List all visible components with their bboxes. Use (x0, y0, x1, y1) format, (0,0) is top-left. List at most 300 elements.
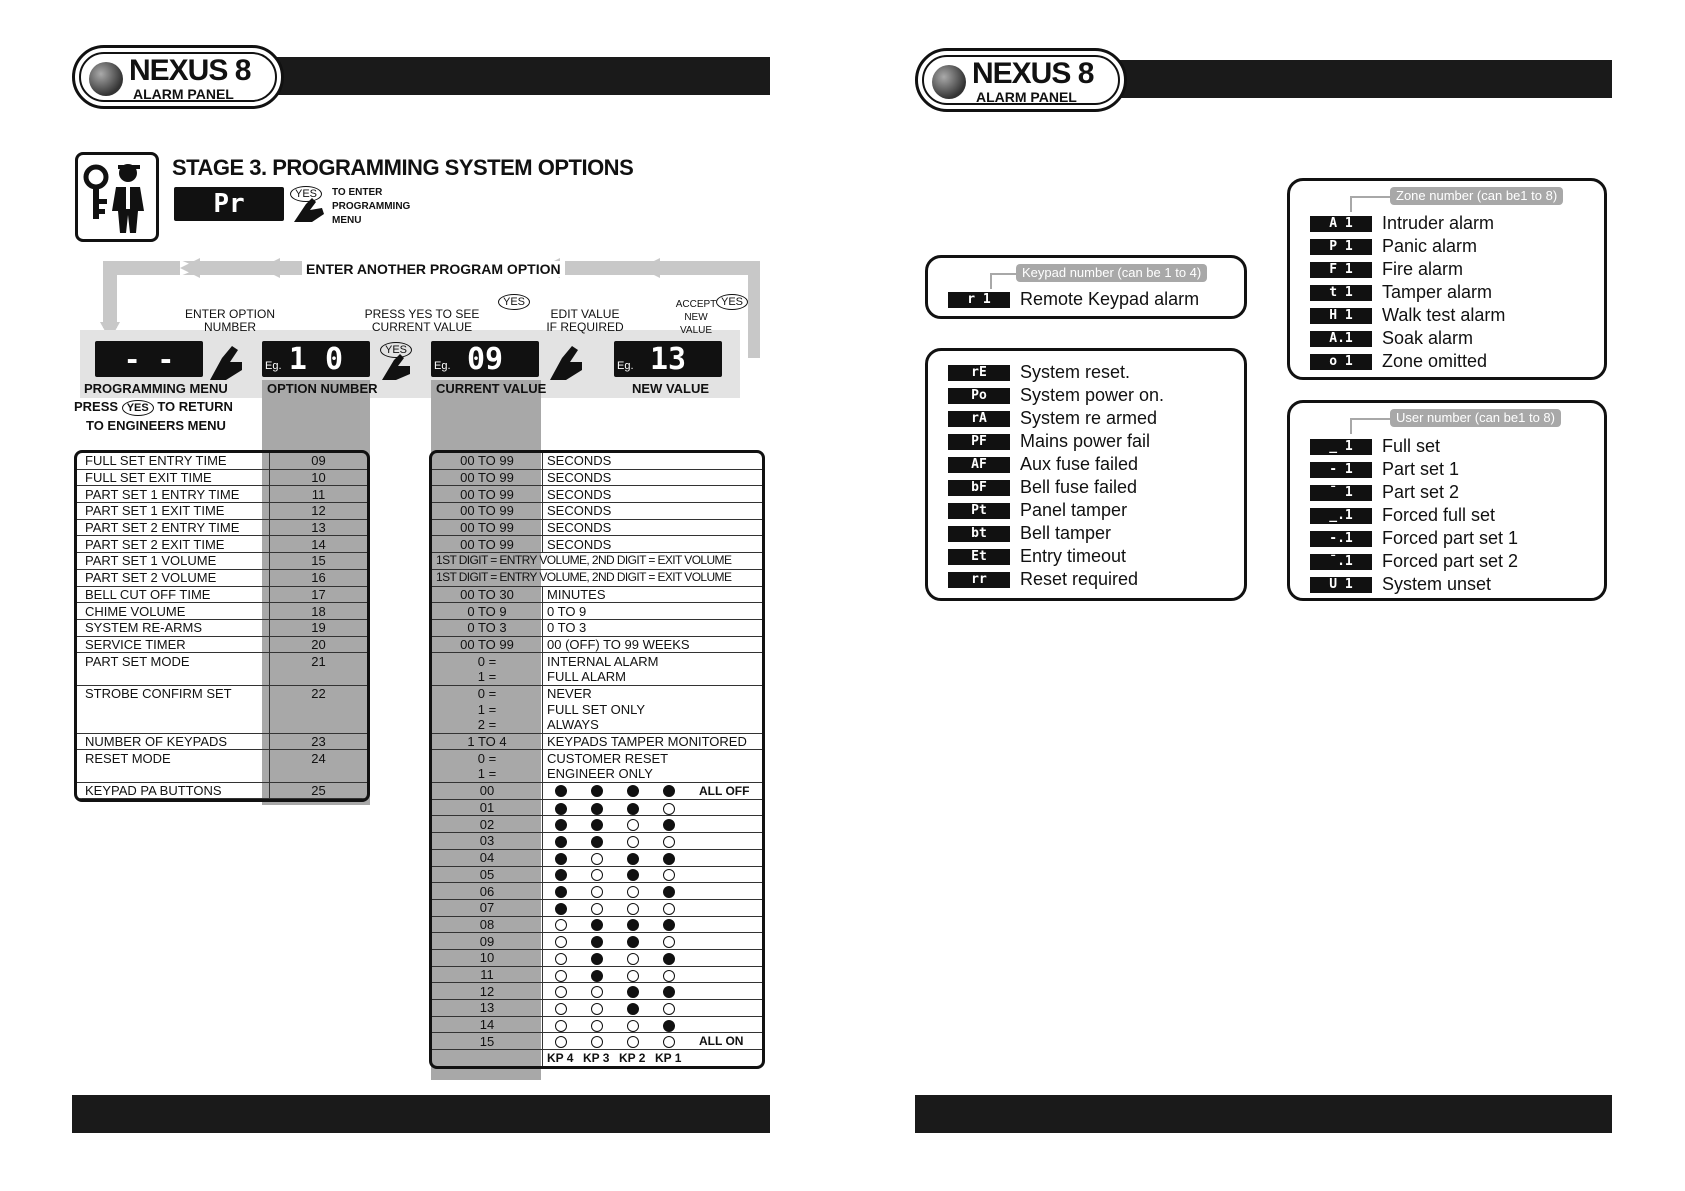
value-range: 00 TO 99 (432, 486, 543, 503)
option-row (77, 453, 367, 469)
value-row (432, 553, 762, 570)
display-code: P 1 (1310, 239, 1372, 255)
system-item (948, 453, 1164, 476)
option-name: CHIME VOLUME (77, 603, 270, 620)
tag-arrow (990, 273, 1018, 289)
keypad-header: KP 2 (619, 1051, 646, 1066)
keypad-dot (591, 953, 603, 965)
event-label: Bell tamper (1020, 523, 1112, 543)
option-row (77, 619, 367, 636)
left-footer-bar (72, 1095, 770, 1133)
system-events-box (925, 348, 1247, 601)
keypad-dot (555, 803, 567, 815)
keypad-header-row (432, 1050, 762, 1067)
option-number: 17 (270, 586, 368, 603)
event-label: Soak alarm (1382, 328, 1474, 348)
display-code: _.1 (1310, 508, 1372, 524)
value-range: 0 TO 3 (432, 619, 543, 636)
option-number: 22 (311, 685, 326, 701)
yes-hand-icon-2: YES (380, 340, 412, 358)
keypad-row (432, 833, 762, 850)
option-number: 16 (270, 569, 368, 586)
value-range: 1 = (432, 701, 543, 717)
display-code: o 1 (1310, 354, 1372, 370)
value-row (432, 603, 762, 620)
keypad-dot (591, 836, 603, 848)
option-number (270, 701, 368, 717)
keypad-dot (627, 953, 639, 965)
keypad-dot (627, 919, 639, 931)
option-number: 15 (270, 553, 368, 570)
display-programming: - - (95, 341, 203, 377)
stage-title: STAGE 3. PROGRAMMING SYSTEM OPTIONS (172, 155, 634, 180)
keypad-dot (555, 953, 567, 965)
keypad-dot (591, 869, 603, 881)
display-code: r 1 (948, 292, 1010, 308)
keypad-dot (555, 886, 567, 898)
keypad-dot (591, 853, 603, 865)
keypad-dot (627, 836, 639, 848)
event-label: Zone omitted (1382, 351, 1488, 371)
keypad-code: 00 (432, 783, 543, 800)
display-code: U 1 (1310, 577, 1372, 593)
event-label: Forced full set (1382, 505, 1496, 525)
keypad-dot (591, 919, 603, 931)
keypad-dot (627, 936, 639, 948)
keypad-code: 07 (432, 899, 543, 916)
keypad-dot (627, 886, 639, 898)
keypad-dot (663, 836, 675, 848)
value-row (432, 519, 762, 536)
option-name: PART SET 2 VOLUME (77, 569, 270, 586)
value-row (432, 569, 762, 586)
zone-events-box (1287, 178, 1607, 380)
press-yes-return: PRESS YES TO RETURN (74, 399, 233, 414)
value-range: 00 TO 30 (432, 586, 543, 603)
keypad-dot (555, 919, 567, 931)
event-label: System unset (1382, 574, 1492, 594)
keypad-dot (627, 819, 639, 831)
keypad-dot (555, 836, 567, 848)
option-row (77, 469, 367, 486)
keypad-dot (663, 970, 675, 982)
values-table (429, 450, 765, 1069)
value-range: 1 TO 4 (432, 733, 543, 750)
zone-item (1310, 350, 1505, 373)
yes-hand-icon-3: YES (716, 292, 748, 310)
display-new: 13 (614, 341, 722, 377)
remote-item (948, 288, 1199, 311)
option-number: 21 (311, 653, 326, 669)
system-item (948, 499, 1164, 522)
display-current: 09 (431, 341, 539, 377)
loop-label: ENTER ANOTHER PROGRAM OPTION (302, 261, 565, 277)
keypad-dots (543, 799, 763, 816)
keypad-dot (627, 1003, 639, 1015)
option-row (77, 603, 367, 620)
keypad-dot (591, 1036, 603, 1048)
display-option: 1 0 (262, 341, 370, 377)
option-name: PART SET 1 VOLUME (77, 553, 270, 570)
keypad-row (432, 949, 762, 966)
right-logo: NEXUS 8 ALARM PANEL (915, 48, 1127, 112)
keypad-dots (543, 966, 763, 983)
option-number: 23 (270, 733, 368, 750)
value-description: INTERNAL ALARM (547, 653, 659, 669)
keypad-row (432, 783, 762, 800)
keypad-dot (663, 785, 675, 797)
keypad-dot (663, 886, 675, 898)
value-description: FULL ALARM (543, 669, 763, 685)
option-number: 18 (270, 603, 368, 620)
tag-arrow-2 (1350, 196, 1392, 212)
press-yes-label: PRESS YES TO SEE CURRENT VALUE (364, 307, 480, 334)
keypad-dots (543, 899, 763, 916)
keypad-dots (543, 883, 763, 900)
enter-option-label: ENTER OPTION NUMBER (184, 307, 275, 334)
keypad-row (432, 899, 762, 916)
keypad-row (432, 983, 762, 1000)
value-row (432, 636, 762, 653)
value-description: KEYPADS TAMPER MONITORED (543, 733, 763, 750)
event-label: Mains power fail (1020, 431, 1151, 451)
option-row (77, 653, 367, 669)
event-label: Forced part set 1 (1382, 528, 1519, 548)
option-row (77, 536, 367, 553)
enter-menu-text: TO ENTER PROGRAMMING MENU (332, 187, 411, 226)
keypad-dot (663, 1003, 675, 1015)
user-number-tag: User number (can be1 to 8) (1390, 409, 1561, 427)
keypad-dot (627, 853, 639, 865)
event-label: Walk test alarm (1382, 305, 1506, 325)
option-name: FULL SET ENTRY TIME (77, 453, 270, 469)
right-header-bar (1088, 60, 1612, 98)
value-description: SECONDS (543, 453, 763, 469)
keypad-code: 03 (432, 833, 543, 850)
value-row (432, 733, 762, 750)
option-row (77, 750, 367, 766)
zone-item (1310, 258, 1505, 281)
value-description: SECONDS (543, 503, 763, 520)
option-name (77, 717, 270, 733)
keypad-dot (591, 785, 603, 797)
right-footer-bar (915, 1095, 1612, 1133)
option-row (77, 636, 367, 653)
left-header-bar (245, 57, 770, 95)
keypad-row (432, 916, 762, 933)
eg-label-2: Eg. (434, 360, 451, 372)
system-item (948, 361, 1164, 384)
hand-icon-2 (546, 340, 586, 387)
event-label: Bell fuse failed (1020, 477, 1138, 497)
keypad-dot (555, 819, 567, 831)
value-description: SECONDS (543, 536, 763, 553)
hand-icon (206, 340, 246, 387)
value-description: FULL SET ONLY (547, 701, 646, 717)
value-range: 2 = (432, 717, 543, 733)
keypad-dot (591, 803, 603, 815)
value-range: 0 = (432, 653, 543, 669)
keypad-code: 10 (432, 949, 543, 966)
value-row (432, 750, 762, 766)
zone-item (1310, 327, 1505, 350)
value-row (432, 701, 762, 717)
keypad-row (432, 849, 762, 866)
value-description: SECONDS (543, 469, 763, 486)
keypad-code: 02 (432, 816, 543, 833)
event-label: Part set 1 (1382, 459, 1460, 479)
option-row (77, 486, 367, 503)
zone-item (1310, 304, 1505, 327)
keypad-dot (627, 986, 639, 998)
keypad-code: 08 (432, 916, 543, 933)
option-number: 10 (270, 469, 368, 486)
value-row (432, 469, 762, 486)
value-row (432, 619, 762, 636)
keypad-dot (663, 803, 675, 815)
option-row (77, 733, 367, 750)
value-range: 00 TO 99 (432, 469, 543, 486)
display-code: - 1 (1310, 462, 1372, 478)
keypad-code: 06 (432, 883, 543, 900)
keypad-dot (591, 970, 603, 982)
system-item (948, 568, 1164, 591)
value-description: 0 TO 3 (543, 619, 763, 636)
keypad-code: 04 (432, 849, 543, 866)
keypad-dot (663, 869, 675, 881)
keypad-note: ALL ON (699, 1034, 744, 1049)
keypad-dot (627, 1020, 639, 1032)
display-code: rA (948, 411, 1010, 427)
display-code: rr (948, 572, 1010, 588)
value-row (432, 503, 762, 520)
user-item (1310, 435, 1518, 458)
system-item (948, 430, 1164, 453)
user-item (1310, 504, 1518, 527)
label-new-value: NEW VALUE (632, 381, 710, 396)
option-name: PART SET 1 ENTRY TIME (77, 486, 270, 503)
keypad-code: 13 (432, 1000, 543, 1017)
keypad-dot (591, 903, 603, 915)
option-row (77, 569, 367, 586)
display-code: _ 1 (1310, 439, 1372, 455)
keypad-dots (543, 949, 763, 966)
option-name (77, 766, 270, 782)
keypad-row (432, 883, 762, 900)
display-code: -.1 (1310, 531, 1372, 547)
value-range: 00 TO 99 (432, 519, 543, 536)
keypad-dot (591, 936, 603, 948)
event-label: Intruder alarm (1382, 213, 1495, 233)
option-name: BELL CUT OFF TIME (77, 586, 270, 603)
keypad-dot (555, 785, 567, 797)
option-number (270, 669, 368, 685)
keypad-dot (663, 936, 675, 948)
event-label: System power on. (1020, 385, 1165, 405)
system-item (948, 476, 1164, 499)
user-item (1310, 527, 1518, 550)
event-label: Forced part set 2 (1382, 551, 1519, 571)
value-description: ALWAYS (543, 717, 763, 733)
keypad-dots (543, 866, 763, 883)
pr-display: Pr (174, 187, 284, 221)
option-name: PART SET 2 ENTRY TIME (77, 519, 270, 536)
keypad-dot (555, 1003, 567, 1015)
keypad-dots (543, 1016, 763, 1033)
zone-item (1310, 281, 1505, 304)
keypad-note: ALL OFF (699, 783, 750, 798)
option-name: RESET MODE (77, 750, 270, 766)
option-name: SYSTEM RE-ARMS (77, 619, 270, 636)
value-row (432, 486, 762, 503)
keypad-code: 15 (432, 1033, 543, 1050)
option-number (270, 717, 368, 733)
option-name: NUMBER OF KEYPADS (77, 733, 270, 750)
user-item (1310, 458, 1518, 481)
eg-label-1: Eg. (265, 360, 282, 372)
keypad-dot (627, 970, 639, 982)
zone-item (1310, 212, 1505, 235)
value-description: NEVER (547, 685, 592, 701)
keypad-dot (555, 853, 567, 865)
keypad-dot (627, 803, 639, 815)
option-name: PART SET MODE (77, 653, 270, 669)
keypad-row (432, 799, 762, 816)
keypad-row (432, 816, 762, 833)
eg-label-3: Eg. (617, 360, 634, 372)
value-description: 1ST DIGIT = ENTRY VOLUME, 2ND DIGIT = EXIT VOLUME (432, 553, 762, 570)
options-table (74, 450, 370, 802)
option-row (77, 717, 367, 733)
value-description: SECONDS (543, 519, 763, 536)
display-code: rE (948, 365, 1010, 381)
option-number: 19 (270, 619, 368, 636)
yes-hand-icon-4: YES (498, 292, 530, 310)
option-number: 24 (311, 750, 326, 766)
value-row (432, 717, 762, 733)
display-code: ¯ 1 (1310, 485, 1372, 501)
keypad-code: 05 (432, 866, 543, 883)
display-code: Po (948, 388, 1010, 404)
keypad-dot (555, 1036, 567, 1048)
keypad-dot (663, 919, 675, 931)
keypad-dot (663, 1036, 675, 1048)
keypad-dot (555, 869, 567, 881)
option-number (270, 766, 368, 782)
option-name: PART SET 1 EXIT TIME (77, 503, 270, 520)
event-label: Panic alarm (1382, 236, 1478, 256)
system-item (948, 407, 1164, 430)
keypad-code: 01 (432, 799, 543, 816)
event-label: Full set (1382, 436, 1441, 456)
keypad-dots (543, 983, 763, 1000)
keypad-dot (555, 1020, 567, 1032)
display-code: bt (948, 526, 1010, 542)
keypad-row (432, 1016, 762, 1033)
keypad-dots (543, 833, 763, 850)
system-item (948, 522, 1164, 545)
option-name: KEYPAD PA BUTTONS (77, 782, 270, 799)
globe-icon (89, 62, 123, 96)
display-code: AF (948, 457, 1010, 473)
system-item (948, 545, 1164, 568)
display-code: A 1 (1310, 216, 1372, 232)
remote-keypad-box (925, 255, 1247, 319)
option-number: 20 (270, 636, 368, 653)
keypad-dot (555, 936, 567, 948)
keypad-dots (543, 916, 763, 933)
keypad-row (432, 1000, 762, 1017)
value-range: 0 = (432, 750, 543, 766)
keypad-dot (663, 819, 675, 831)
user-item (1310, 550, 1518, 573)
keypad-row (432, 866, 762, 883)
value-row (432, 669, 762, 685)
globe-icon-2 (932, 65, 966, 99)
keypad-dots (543, 933, 763, 950)
keypad-dot (627, 903, 639, 915)
display-code: Pt (948, 503, 1010, 519)
label-option-number: OPTION NUMBER (267, 381, 378, 396)
keypad-dot (663, 853, 675, 865)
option-name: PART SET 2 EXIT TIME (77, 536, 270, 553)
display-code: bF (948, 480, 1010, 496)
value-row (432, 653, 762, 669)
option-number: 25 (270, 782, 368, 799)
event-label: Remote Keypad alarm (1020, 289, 1200, 309)
value-row (432, 685, 762, 701)
option-number: 12 (270, 503, 368, 520)
event-label: Aux fuse failed (1020, 454, 1139, 474)
event-label: System reset. (1020, 362, 1131, 382)
keypad-header: KP 3 (583, 1051, 610, 1066)
keypad-dot (663, 953, 675, 965)
option-row (77, 766, 367, 782)
event-label: Part set 2 (1382, 482, 1460, 502)
value-row (432, 453, 762, 469)
value-description: CUSTOMER RESET (547, 750, 669, 766)
keypad-dots (543, 1000, 763, 1017)
value-description: SECONDS (543, 486, 763, 503)
value-range: 0 = (432, 685, 543, 701)
user-item (1310, 481, 1518, 504)
value-description: 0 TO 9 (543, 603, 763, 620)
keypad-code: 11 (432, 966, 543, 983)
option-row (77, 685, 367, 701)
value-range: 00 TO 99 (432, 636, 543, 653)
keypad-row (432, 1033, 762, 1050)
option-name: SERVICE TIMER (77, 636, 270, 653)
engineer-icon (75, 152, 159, 242)
keypad-dots (543, 816, 763, 833)
user-item (1310, 573, 1518, 596)
label-programming-menu: PROGRAMMING MENU (84, 381, 228, 396)
keypad-row (432, 933, 762, 950)
event-label: Entry timeout (1020, 546, 1127, 566)
keypad-dot (555, 986, 567, 998)
value-description: 00 (OFF) TO 99 WEEKS (543, 636, 763, 653)
keypad-dot (627, 785, 639, 797)
option-row (77, 669, 367, 685)
option-number: 14 (270, 536, 368, 553)
keypad-header: KP 1 (655, 1051, 682, 1066)
keypad-number-tag: Keypad number (can be 1 to 4) (1016, 264, 1207, 282)
display-code: H 1 (1310, 308, 1372, 324)
keypad-dots (543, 849, 763, 866)
keypad-code: 09 (432, 933, 543, 950)
keypad-dot (663, 986, 675, 998)
option-number: 13 (270, 519, 368, 536)
